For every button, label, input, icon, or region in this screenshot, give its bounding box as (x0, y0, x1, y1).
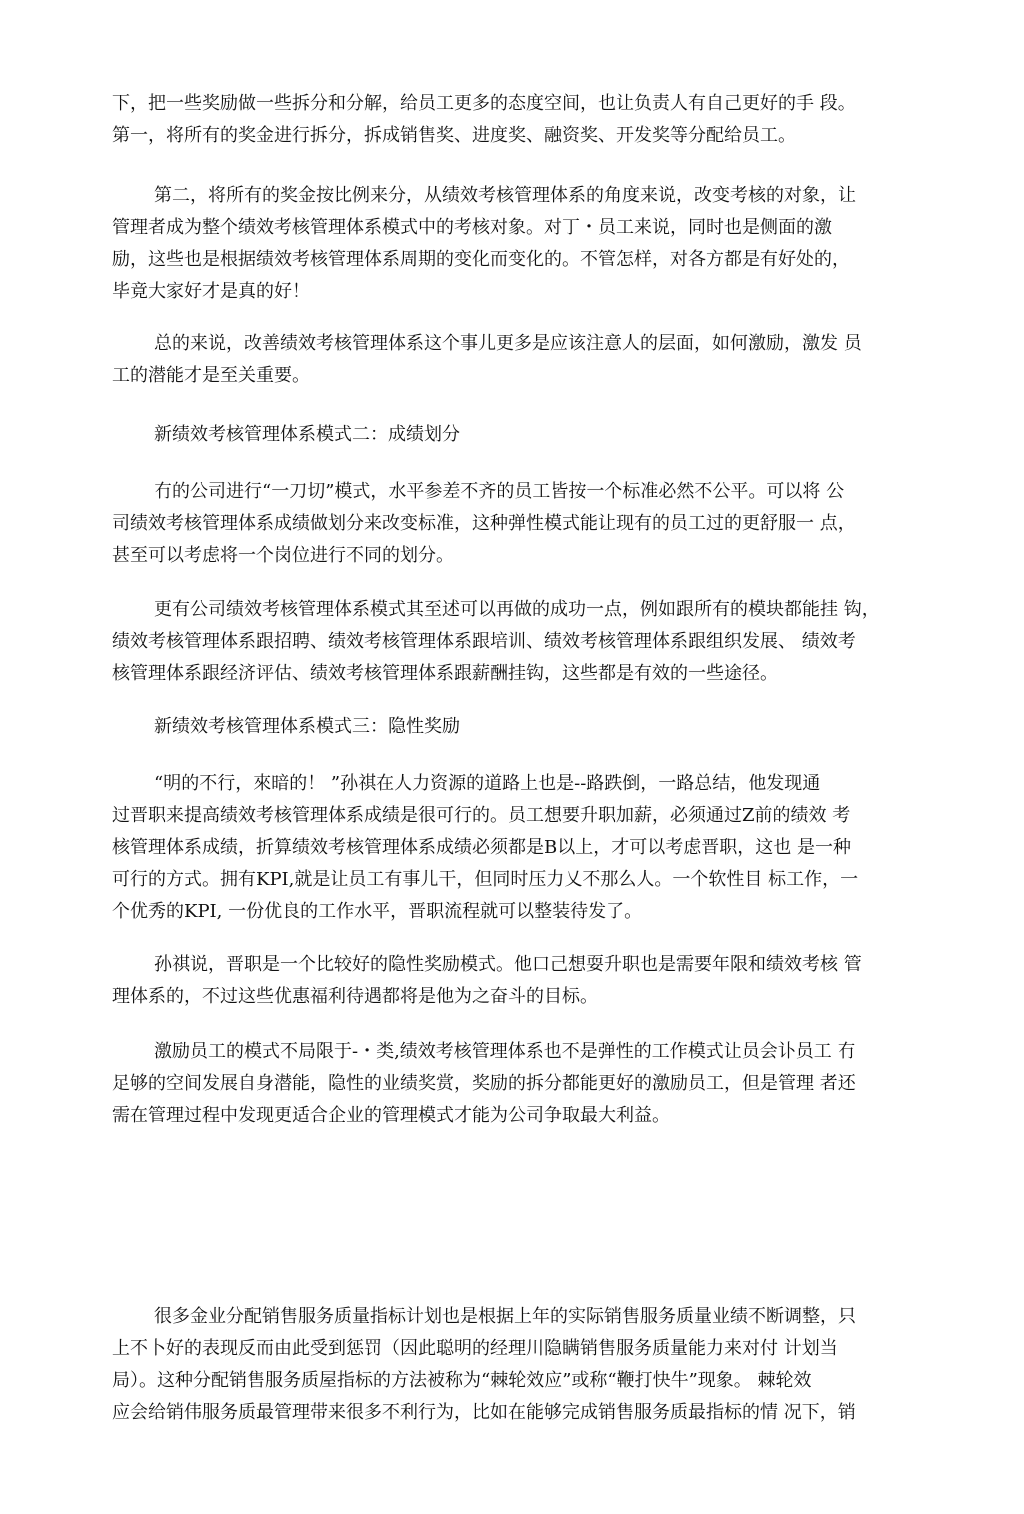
text-line: 需在管理过程中发现更适合企业的管理模式才能为公司争取最大利益。 (112, 1105, 670, 1126)
text-line: 第一，将所有的奖金进行拆分，拆成销售奖、进度奖、融资奖、开发奖等分配给员工。 (112, 125, 796, 146)
text-line: 冇的公司进行“一刀切”模式，水平参差不齐的员工皆按一个标准必然不公平。可以将 公 (154, 481, 845, 502)
text-line: 过晋职来提高绩效考核管理体系成绩是很可行的。员工想要升职加薪，必须通过Z前的绩效 考 (112, 805, 851, 826)
text-line: 绩效考核管理体系跟招聘、绩效考核管理体系跟培训、绩效考核管理体系跟组织发展、 绩效考 (112, 631, 856, 652)
text-line: “明的不行，來暗的！ ”孙祺在人力资源的道路上也是--路跌倒，一路总结，他发现通 (154, 773, 821, 794)
text-line: 很多金业分配销售服务质量指标计划也是根据上年的实际销售服务质量业绩不断调整，只 (154, 1306, 856, 1327)
text-line: 第二，将所有的奖金按比例来分，从绩效考核管理体系的角度来说，改变考核的对象，让 (154, 185, 856, 206)
text-line: 个优秀的KPI, 一份优良的工作水平，晋职流程就可以整装待发了。 (112, 901, 643, 922)
paragraph-3 (112, 328, 912, 392)
text-line: 励，这些也是根据绩效考核管理体系周期的变化而变化的。不管怎样，对各方都是有好处的， (112, 249, 850, 270)
paragraph-8 (112, 768, 912, 928)
paragraph-6 (112, 594, 912, 690)
text-line: 工的潜能才是至关重要。 (112, 365, 310, 386)
text-line: 应会给销伟服务质最管理带来很多不利行为，比如在能够完成销售服务质最指标的情 况下，销 (112, 1402, 856, 1423)
paragraph-10 (112, 1036, 912, 1132)
text-line: 核管理体系跟经济评估、绩效考核管理体系跟薪酬挂钩，这些都是有效的一些途径。 (112, 663, 778, 684)
text-line: 局）。这种分配销售服务质屋指标的方法被称为“棘轮效应”或称“鞭打快牛”现象。 棘轮效 (112, 1370, 812, 1391)
text-line: 激励员工的模式不局限于-・类,绩效考核管理体系也不是弹性的工作模式让员会讣员工 冇 (154, 1041, 856, 1062)
paragraph-11 (112, 1301, 912, 1429)
heading-line: 新绩效考核管理体系模式三：隐性奖励 (154, 716, 460, 737)
text-line: 甚至可以考虑将一个岗位进行不同的划分。 (112, 545, 454, 566)
heading-line: 新绩效考核管理体系模式二：成绩划分 (154, 424, 460, 445)
text-line: 更有公司绩效考核管理体系模式其至述可以再做的成功一点，例如跟所有的模块都能挂 钩， (154, 599, 880, 620)
text-line: 孙祺说，晋职是一个比较好的隐性奖励模式。他口己想耍升职也是需要年限和绩效考核 管 (154, 954, 862, 975)
text-line: 核管理体系成绩，折算绩效考核管理体系成绩必须都是B以上，才可以考虑晋职，这也 是一种 (112, 837, 851, 858)
section-heading-mode-three (112, 711, 912, 743)
text-line: 总的来说，改善绩效考核管理体系这个事儿更多是应该注意人的层面，如何激励，激发 员 (154, 333, 862, 354)
text-line: 可行的方式。拥有KPI,就是让员工有事儿干，但同时压力乂不那么人。一个软性目 标工作，一 (112, 869, 859, 890)
text-line: 毕竟大家好才是真的好！ (112, 281, 310, 302)
text-line: 足够的空间发展自身潜能，隐性的业绩奖赏，奖励的拆分都能更好的激励员工，但是管理 者还 (112, 1073, 856, 1094)
paragraph-2 (112, 180, 912, 308)
paragraph-5 (112, 476, 912, 572)
section-heading-mode-two (112, 419, 912, 451)
text-line: 上不卜好的表现反而由此受到惩罚（因此聪明的经理川隐瞒销售服务质量能力来对付 计划当 (112, 1338, 838, 1359)
paragraph-9 (112, 949, 912, 1013)
text-line: 下，把一些奖励做一些拆分和分解，给员工更多的态度空间，也让负责人有自己更好的手 段。 (112, 93, 856, 114)
text-line: 管理者成为整个绩效考核管理体系模式中的考核对象。对丁・员工来说，同时也是侧面的激 (112, 217, 832, 238)
text-line: 理体系的，不过这些优惠福利待遇都将是他为之奋斗的目标。 (112, 986, 598, 1007)
text-line: 司绩效考核管理体系成绩做划分来改变标准，这种弹性模式能让现有的员工过的更舒服一 点， (112, 513, 856, 534)
paragraph-1 (112, 88, 912, 152)
